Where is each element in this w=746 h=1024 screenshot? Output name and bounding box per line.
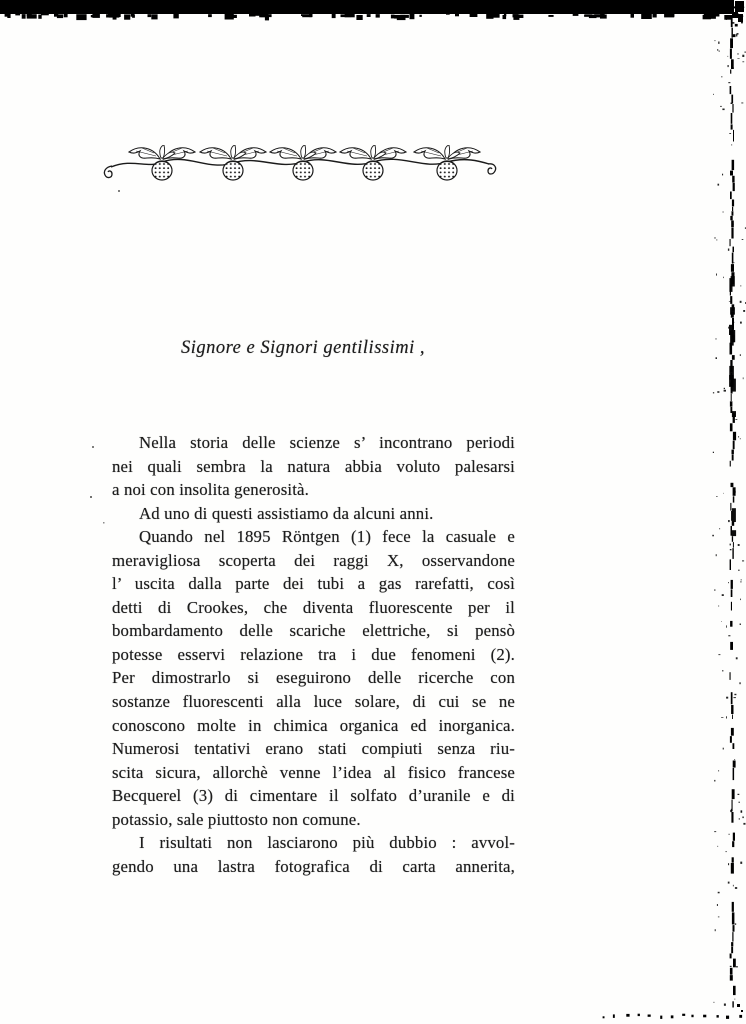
- text-line: Nella storia delle scienze s’ incontrano periodi: [139, 433, 515, 452]
- text-line: Becquerel (3) di cimentare il solfato d’uranile e di: [112, 786, 515, 806]
- text-line: meravigliosa scoperta dei raggi X, osservandone: [112, 550, 515, 570]
- text-line: nei quali sembra la natura abbia voluto palesarsi: [112, 456, 515, 476]
- text-line: a noi con insolita generosità.: [112, 480, 309, 500]
- text-line: Quando nel 1895 Röntgen (1) fece la casuale e: [139, 527, 515, 547]
- text-line: scita sicura, allorchè venne l’idea al fisico francese: [112, 762, 515, 782]
- text-line: gendo una lastra fotografica di carta annerita,: [112, 856, 515, 876]
- text-line: bombardamento delle scariche elettriche, si pensò: [112, 621, 515, 641]
- text-line: potesse esservi relazione tra i due fenomeni (2).: [112, 644, 515, 664]
- text-line: conoscono molte in chimica organica ed inorganica.: [112, 715, 515, 735]
- body-text: [112, 431, 515, 878]
- floral-garland-ornament: [103, 145, 497, 187]
- salutation-heading: Signore e Signori gentilissimi ,: [181, 338, 425, 358]
- text-line: Numerosi tentativi erano stati compiuti senza riu-: [112, 739, 515, 759]
- text-line: detti di Crookes, che diventa fluorescente per il: [112, 597, 515, 617]
- text-line: I risultati non lasciarono più dubbio : avvol-: [139, 833, 515, 853]
- text-line: Per dimostrarlo si eseguirono delle ricerche con: [112, 668, 515, 688]
- text-line: sostanze fluorescenti alla luce solare, di cui se ne: [112, 692, 515, 712]
- text-line: potassio, sale piuttosto non comune.: [112, 809, 361, 829]
- text-line: Ad uno di questi assistiamo da alcuni anni.: [139, 503, 434, 523]
- text-line: l’ uscita dalla parte dei tubi a gas rarefatti, così: [112, 574, 515, 594]
